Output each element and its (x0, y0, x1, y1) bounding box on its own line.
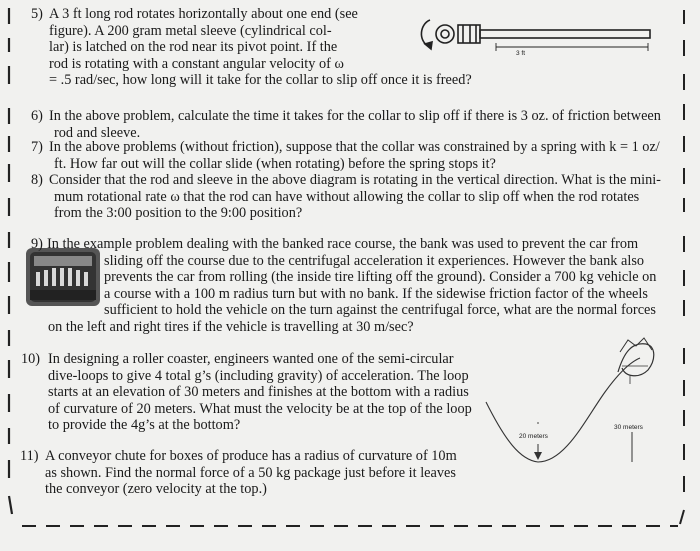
problem-5-line-4: rod is rotating with a constant angular velocity of ω (49, 55, 344, 72)
loop-height-label: 30 meters (614, 424, 643, 431)
problem-8-line-2: mum rotational rate ω that the rod can have without allowing the collar to slip off when the rod rotates (54, 188, 640, 205)
problem-5-number: 5) (31, 6, 43, 22)
problem-5-line-5: = .5 rad/sec, how long will it take for the collar to slip off once it is freed? (49, 72, 472, 89)
problem-11-number: 11) (20, 448, 39, 464)
problem-8-number: 8) (31, 172, 43, 188)
roller-coaster-figure (486, 338, 654, 462)
problem-6-line-1: In the above problem, calculate the time it takes for the collar to slip off if there is 3 oz. of friction between (49, 108, 661, 124)
problem-9-line-2: sliding off the course due to the centrifugal acceleration it experiences. However the bank also (104, 252, 645, 269)
problem-10-line-5: to provide the 4g’s at the bottom? (48, 417, 241, 434)
right-border (680, 10, 684, 524)
problem-7-line-2: ft. How far out will the collar slide (when rotating) before the spring stops it? (54, 155, 496, 172)
race-car-image (26, 248, 100, 306)
problem-11-line-2: as shown. Find the normal force of a 50 kg package just before it leaves (45, 464, 456, 481)
problem-9-number: 9) (31, 236, 43, 252)
left-border (9, 8, 12, 514)
problem-9-line-1: In the example problem dealing with the banked race course, the bank was used to prevent the car from (47, 236, 639, 252)
problem-6-number: 6) (31, 108, 43, 124)
problem-8-line-1: Consider that the rod and sleeve in the above diagram is rotating in the vertical direction. What is the mini- (49, 172, 661, 188)
problem-10-line-1: In designing a roller coaster, engineers wanted one of the semi-circular (48, 351, 454, 367)
problem-5-line-3: lar) is latched on the rod near its pivot point. If the (49, 39, 338, 56)
problem-10-line-4: of curvature of 20 meters. What must the velocity be at the top of the loop (48, 400, 472, 417)
problem-7-number: 7) (31, 139, 43, 155)
problem-9-line-3: prevents the car from rolling (the inside tire lifting off the ground). Consider a 700 kg vehicle on (104, 269, 657, 286)
problem-10-number: 10) (21, 351, 41, 367)
problem-6-line-2: rod and sleeve. (54, 124, 141, 141)
problem-11-line-1: A conveyor chute for boxes of produce has a radius of curvature of 10m (45, 448, 457, 464)
problem-10-line-3: starts at an elevation of 30 meters and finishes at the bottom with a radius (48, 384, 469, 401)
problem-9-line-6: on the left and right tires if the vehicle is travelling at 30 m/sec? (48, 319, 414, 335)
problem-10-line-2: dive-loops to give 4 total g’s (including gravity) of acceleration. The loop (48, 367, 469, 384)
loop-radius-label: 20 meters (519, 433, 548, 440)
problem-8-line-3: from the 3:00 position to the 9:00 position? (54, 205, 303, 222)
problem-9-line-5: sufficient to hold the vehicle on the turn against the centrifugal force, what are the normal forces (104, 302, 656, 319)
problem-5-line-1: A 3 ft long rod rotates horizontally about one end (see (49, 6, 358, 22)
rotating-rod-figure (421, 20, 650, 51)
rod-length-label: 3 ft (516, 50, 526, 57)
problem-5-line-2: figure). A 200 gram metal sleeve (cylindrical col- (49, 22, 332, 39)
problem-9-line-4: a course with a 100 m radius turn but with no bank. If the sidewise friction factor of the wheels (104, 285, 648, 302)
problem-11-line-3: the conveyor (zero velocity at the top.) (45, 481, 267, 498)
problem-7-line-1: In the above problems (without friction), suppose that the collar was constrained by a spring with k = 1 oz/ (49, 139, 660, 155)
